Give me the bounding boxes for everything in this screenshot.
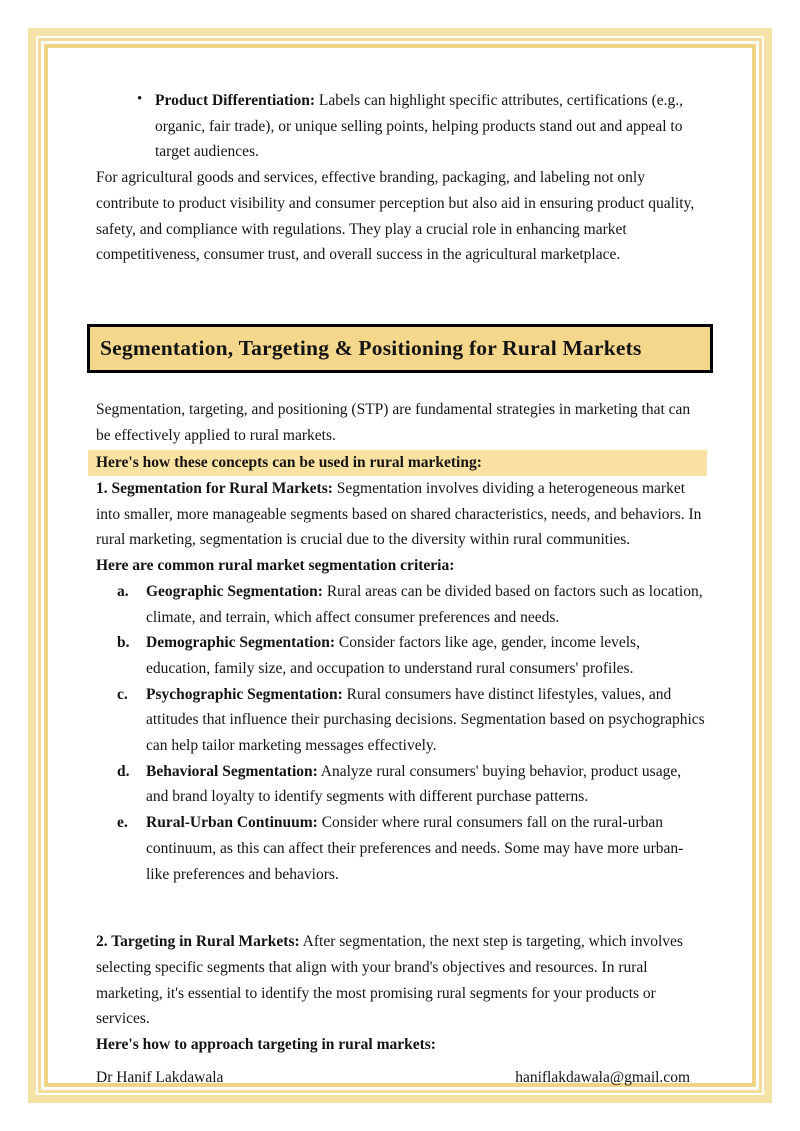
list-marker: d.: [117, 762, 130, 780]
segmentation-text: Segmentation involves dividing a heterogeneous market into smaller, more manageable segments based on shared characteristics, needs, and behaviors. In rural marketing, segmentation is crucial due to the diversity within rural communities.: [96, 480, 702, 549]
list-item-lead: Geographic Segmentation:: [146, 582, 323, 600]
bullet-item-text: Labels can highlight specific attributes, certifications (e.g., organic, fair trade), or unique selling points, helping products stand out and appeal to target audiences.: [155, 92, 683, 161]
list-item-text: Consider factors like age, gender, income levels, education, family size, and occupation to understand rural consumers' profiles.: [146, 634, 640, 677]
highlighted-line-text: Here's how these concepts can be used in rural marketing:: [96, 454, 482, 472]
paragraph-intro-stp: Segmentation, targeting, and positioning (STP) are fundamental strategies in marketing that can be effectively applied to rural markets.: [96, 400, 691, 444]
paragraph-branding: For agricultural goods and services, effective branding, packaging, and labeling not only contribute to product visibility and consumer perception but also aid in ensuring product quality, safety, and compliance with regulations. They play a crucial role in enhancing market competitiveness, consumer trust, and overall success in the agricultural marketplace.: [96, 169, 695, 264]
list-marker: b.: [117, 634, 130, 652]
targeting-approach-heading: Here's how to approach targeting in rural markets:: [96, 1036, 436, 1054]
list-item-psychographic: [96, 682, 705, 759]
list-item-text: Analyze rural consumers' buying behavior, product usage, and brand loyalty to identify segments with different purchase patterns.: [146, 762, 682, 806]
footer-author: Dr Hanif Lakdawala: [96, 1068, 224, 1086]
list-item-text: Rural consumers have distinct lifestyles, values, and attitudes that influence their purchasing decisions. Segmentation based on psychographics can help tailor marketing messages effectively.: [146, 685, 705, 755]
segmentation-criteria-list: [96, 579, 705, 887]
targeting-text: After segmentation, the next step is targeting, which involves selecting specific segments that align with your brand's objectives and resources. In rural marketing, it's essential to identify the most promising rural segments for your products or services.: [96, 933, 683, 1028]
list-item-text: Consider where rural consumers fall on the rural-urban continuum, as this can affect their preferences and needs. Some may have more urban-like preferences and behaviors.: [146, 814, 684, 883]
segmentation-lead: 1. Segmentation for Rural Markets:: [96, 480, 333, 498]
list-item-text: Rural areas can be divided based on factors such as location, climate, and terrain, which affect consumer preferences and needs.: [146, 582, 703, 626]
bullet-item-product-differentiation: [96, 88, 705, 165]
list-item-lead: Rural-Urban Continuum:: [146, 814, 318, 832]
list-item-lead: Demographic Segmentation:: [146, 634, 335, 652]
list-item-rural-urban: [96, 810, 705, 887]
highlighted-line: [88, 450, 707, 476]
list-marker: a.: [117, 582, 129, 600]
paragraph-targeting: [96, 929, 705, 1032]
bullet-item-lead: Product Differentiation:: [155, 92, 315, 109]
section-heading-box: [87, 324, 713, 373]
list-item-lead: Behavioral Segmentation:: [146, 762, 318, 780]
list-item-demographic: [96, 630, 705, 681]
list-item-geographic: [96, 579, 705, 630]
footer-email: haniflakdawala@gmail.com: [515, 1068, 690, 1086]
list-marker: c.: [117, 685, 128, 703]
list-marker: e.: [117, 814, 128, 832]
targeting-lead: 2. Targeting in Rural Markets:: [96, 933, 300, 951]
document-content: [96, 88, 705, 1091]
criteria-heading: Here are common rural market segmentation criteria:: [96, 557, 455, 575]
list-item-lead: Psychographic Segmentation:: [146, 685, 343, 703]
page-footer: [96, 1065, 705, 1091]
list-item-behavioral: [96, 759, 705, 810]
section-heading-title: Segmentation, Targeting & Positioning for Rural Markets: [100, 335, 642, 360]
bullet-icon: •: [137, 91, 143, 107]
paragraph-segmentation: [96, 476, 705, 553]
